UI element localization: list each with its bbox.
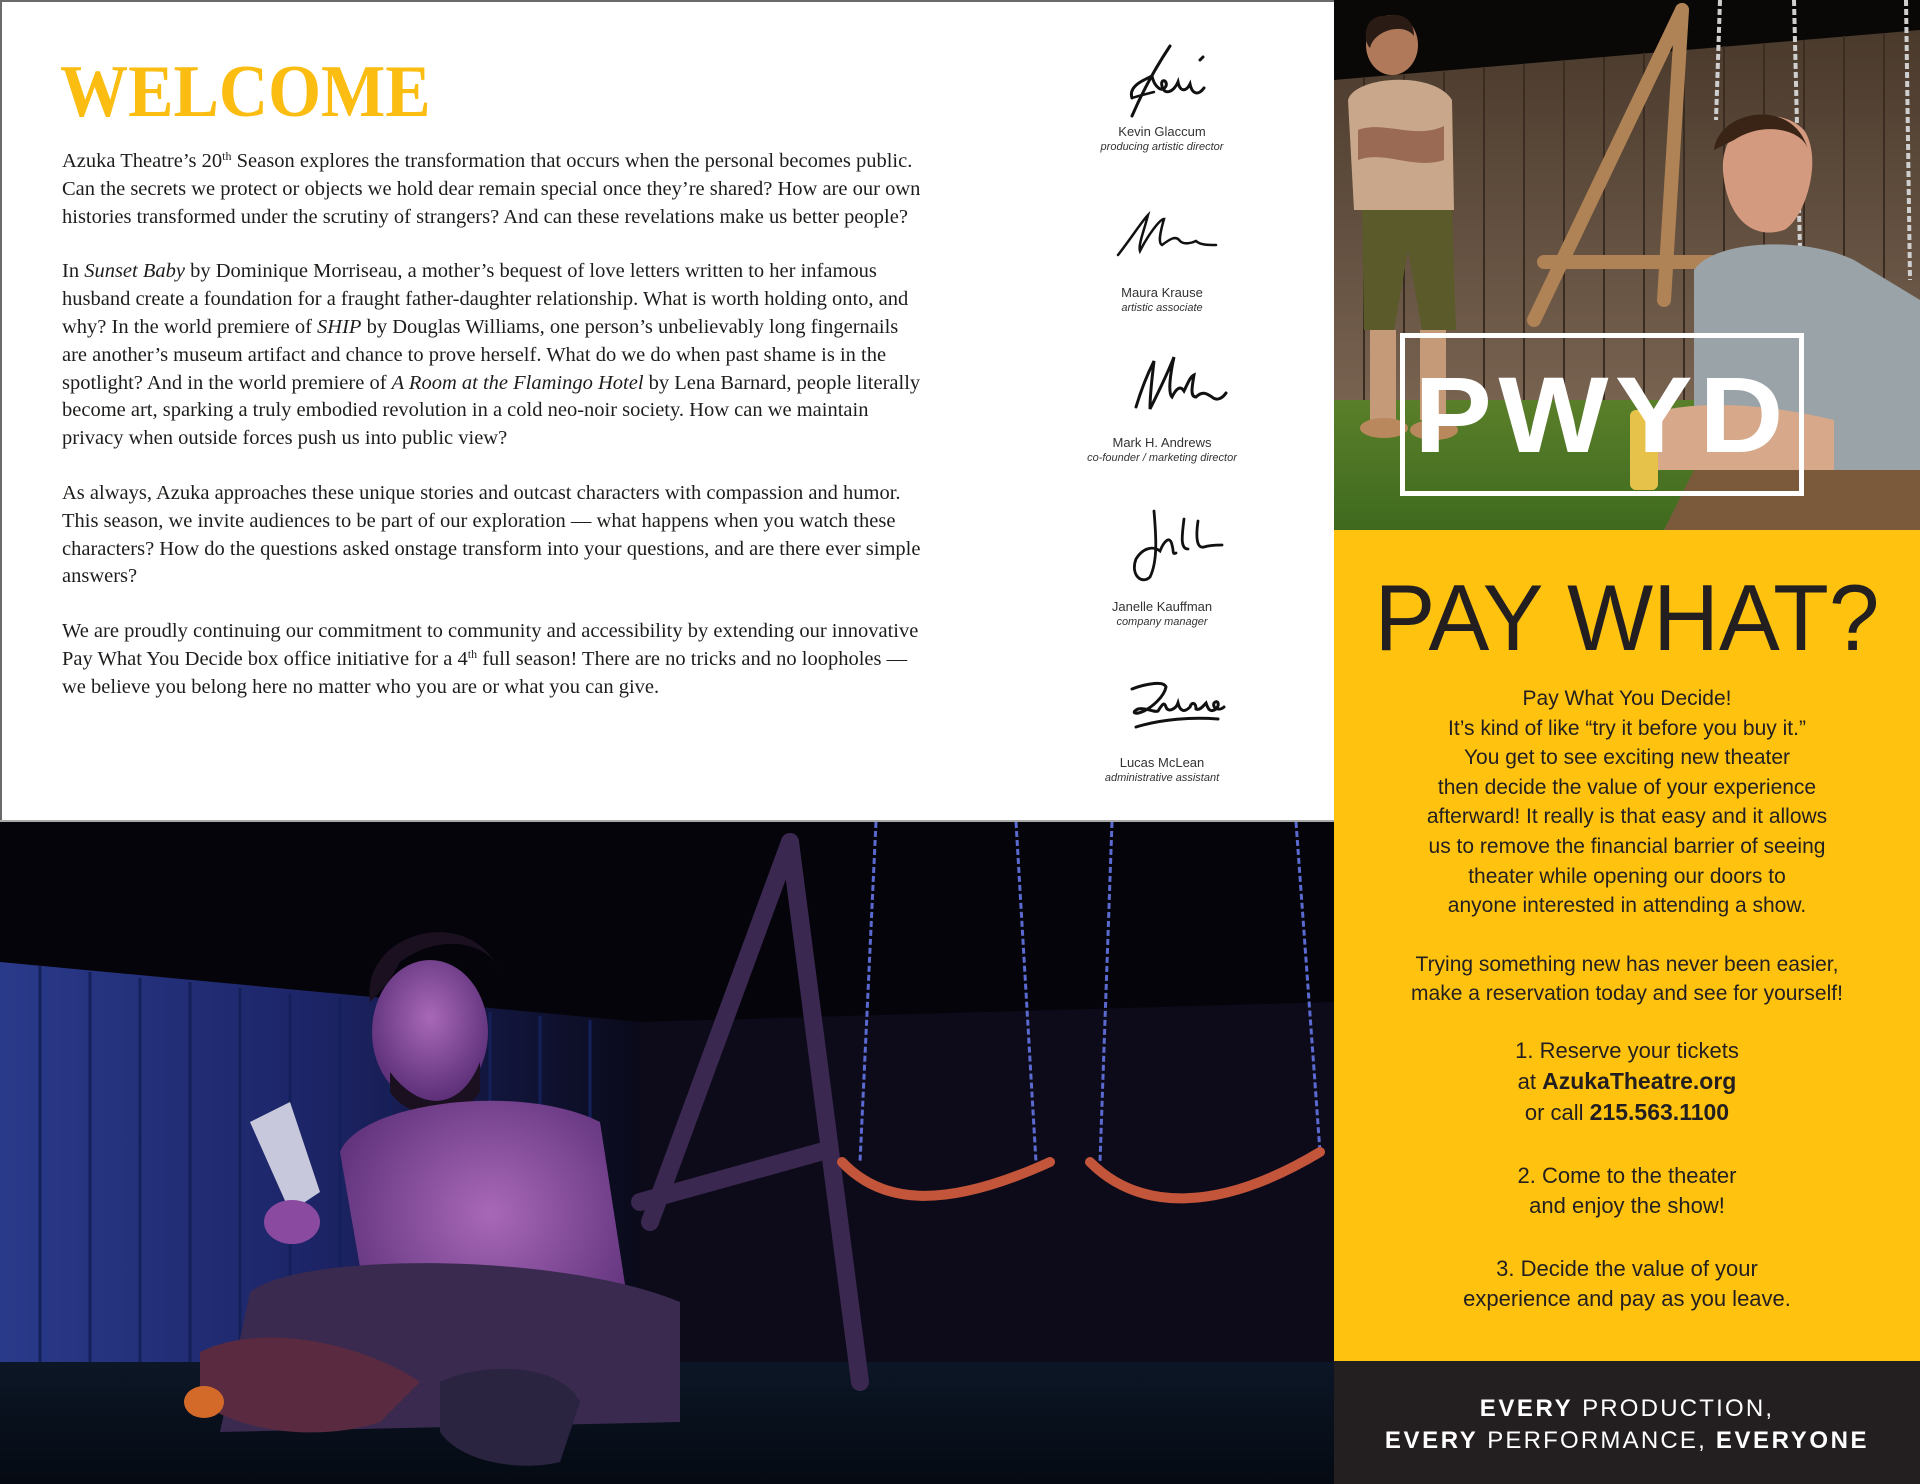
step-text: 1. Reserve your tickets — [1515, 1038, 1739, 1063]
tagline-emphasis: EVERY — [1384, 1427, 1479, 1454]
cta-line: Trying something new has never been easier, — [1415, 952, 1839, 976]
welcome-paragraph — [62, 480, 922, 591]
welcome-body — [62, 148, 922, 729]
signature-lucas-mclean — [1022, 667, 1302, 785]
text-run: As always, Azuka approaches these unique stories and outcast characters with compassion and humor. This season, we invite audiences to be part of our exploration — what happens when you watch these characters? How do the questions asked onstage transform into your questions, and are there ever simple answers? — [62, 481, 921, 588]
signature-maura-krause — [1022, 205, 1302, 315]
staff-name: Kevin Glaccum — [1118, 124, 1206, 139]
intro-line: afterward! It really is that easy and it allows — [1426, 805, 1828, 829]
staff-role: artistic associate — [1121, 302, 1203, 314]
signature-janelle-kauffman — [1022, 505, 1302, 629]
staff-role: company manager — [1116, 616, 1208, 628]
staff-role: administrative assistant — [1104, 772, 1220, 784]
signature-kevin-icon — [1092, 42, 1232, 118]
welcome-paragraph — [62, 618, 922, 701]
text-run: We are proudly continuing our commitment to community and accessibility by extending our innovative Pay What You Decide box office initiative for a 4 — [62, 620, 919, 670]
pay-what-steps — [1334, 1036, 1920, 1347]
intro-line: It’s kind of like “try it before you buy it.” — [1448, 716, 1806, 740]
text-run: by Douglas Williams, one person’s unbelievably long fingernails are another’s museum artifact and chance to prove herself. What do we do when past shame is in the spotlight? And in the world premiere of — [62, 315, 899, 394]
welcome-paragraph — [62, 258, 922, 453]
intro-line: Pay What You Decide! — [1522, 687, 1732, 710]
tagline-text: PERFORMANCE, — [1478, 1427, 1716, 1454]
intro-line: You get to see exciting new theater — [1463, 746, 1791, 770]
cta-line: make a reservation today and see for yourself! — [1411, 982, 1843, 1006]
staff-role: producing artistic director — [1100, 141, 1224, 153]
production-photo-bottom — [0, 820, 1334, 1484]
text-run: Season explores the transformation that occurs when the personal becomes public. Can the secrets we protect or objects we hold dear remain special once they’re shared? How are our own histories transformed under the scrutiny of strangers? And can these revelations make us better people? — [62, 150, 921, 228]
step-reserve — [1334, 1036, 1920, 1128]
signature-mark-andrews — [1022, 347, 1302, 465]
tagline-line-1 — [1334, 1393, 1920, 1425]
pay-what-title: PAY WHAT? — [1374, 565, 1880, 670]
stage-scene-night-image — [0, 822, 1334, 1484]
step-text: and enjoy the show! — [1529, 1193, 1725, 1218]
intro-line: anyone interested in attending a show. — [1447, 894, 1807, 918]
text-run: by Lena Barnard, people literally become art, sparking a truly embodied revolution in a cold neo-noir society. How can we maintain privacy when outside forces push us into public view? — [62, 371, 921, 450]
staff-name: Maura Krause — [1121, 285, 1203, 300]
step-text: or call — [1524, 1100, 1590, 1125]
step-text: at — [1517, 1069, 1543, 1094]
tagline-footer — [1334, 1361, 1920, 1484]
staff-name: Mark H. Andrews — [1112, 435, 1212, 450]
welcome-paragraph — [62, 148, 922, 231]
step-text: 3. Decide the value of your — [1496, 1256, 1758, 1281]
tagline-line-2 — [1334, 1425, 1920, 1457]
staff-name: Lucas McLean — [1119, 755, 1205, 770]
staff-name: Janelle Kauffman — [1111, 599, 1213, 614]
signature-kevin-glaccum — [1022, 42, 1302, 154]
step-attend — [1334, 1161, 1920, 1221]
signature-maura-icon — [1092, 205, 1232, 267]
pwyd-badge — [1400, 333, 1804, 496]
intro-line: us to remove the financial barrier of seeing — [1428, 834, 1826, 858]
step-decide — [1334, 1254, 1920, 1314]
phone-number[interactable]: 215.563.1100 — [1589, 1099, 1730, 1125]
ordinal-suffix: th — [467, 646, 478, 661]
pay-what-panel — [1334, 530, 1920, 1361]
step-text: 2. Come to the theater — [1517, 1163, 1737, 1188]
pwyd-badge-text: PWYD — [1414, 354, 1790, 475]
tagline-emphasis: EVERY — [1479, 1395, 1574, 1422]
text-run: Azuka Theatre’s 20 — [62, 150, 223, 172]
play-title-flamingo-hotel: A Room at the Flamingo Hotel — [391, 371, 644, 394]
signature-lucas-icon — [1092, 667, 1232, 733]
text-run: full season! There are no tricks and no loopholes — we believe you belong here no matter who you are or what you can give. — [62, 647, 908, 698]
intro-line: theater while opening our doors to — [1468, 864, 1786, 888]
signature-mark-icon — [1092, 347, 1232, 413]
intro-line: then decide the value of your experience — [1437, 775, 1817, 799]
welcome-panel — [0, 0, 1334, 820]
play-title-sunset-baby: Sunset Baby — [84, 260, 185, 283]
text-run: In — [62, 260, 85, 283]
ordinal-suffix: th — [222, 149, 232, 163]
signature-janelle-icon — [1092, 505, 1232, 585]
tagline-emphasis: EVERYONE — [1715, 1427, 1870, 1454]
text-run: by Dominique Morriseau, a mother’s bequest of love letters written to her infamous husband create a foundation for a fraught father-daughter relationship. What is worth holding onto, and why? In the world premiere of — [62, 260, 909, 338]
welcome-title: WELCOME — [60, 51, 431, 133]
pay-what-intro — [1334, 684, 1920, 1009]
step-text: experience and pay as you leave. — [1463, 1286, 1791, 1311]
website-link[interactable]: AzukaTheatre.org — [1542, 1068, 1737, 1094]
tagline-text: PRODUCTION, — [1573, 1395, 1775, 1422]
staff-role: co-founder / marketing director — [1087, 452, 1237, 464]
play-title-ship: SHIP — [317, 315, 362, 338]
